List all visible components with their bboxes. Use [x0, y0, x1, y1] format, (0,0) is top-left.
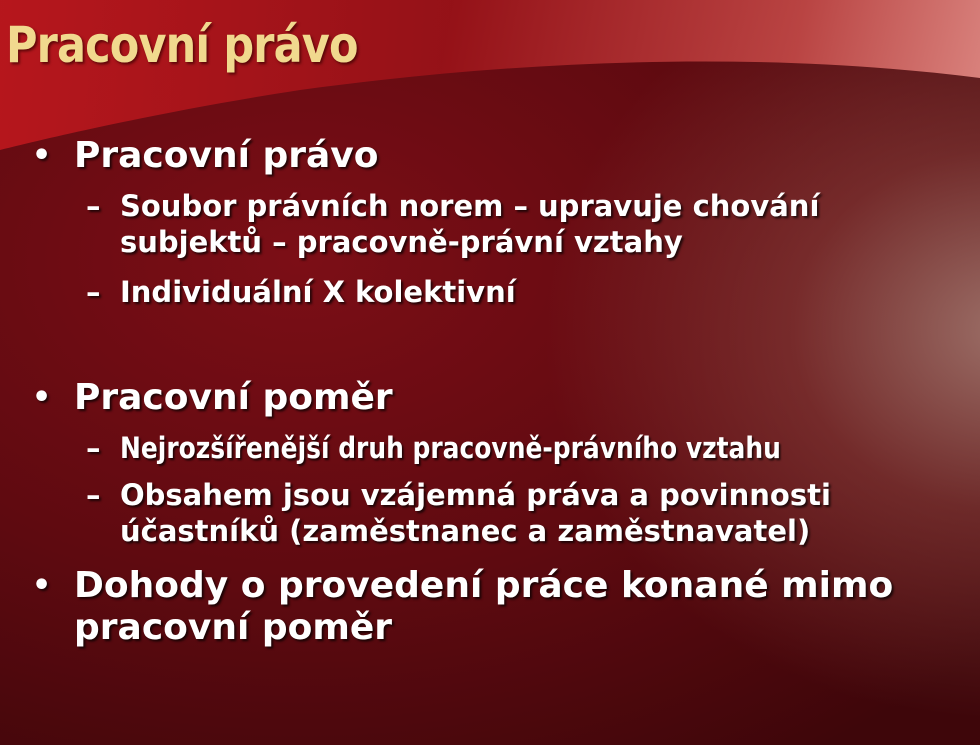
bullet-text: Pracovní právo [74, 135, 379, 176]
dash-icon: – [86, 275, 101, 309]
sub-item-individualni [86, 274, 920, 310]
bullet-icon: • [32, 380, 52, 415]
dash-icon: – [86, 189, 101, 223]
bullet-icon: • [32, 138, 52, 173]
slide-title: Pracovní právo [6, 16, 358, 74]
bullet-text: Dohody o provedení práce konané mimo pracovní poměr [74, 565, 894, 648]
sub-item-soubor [86, 188, 920, 260]
sub-item-text: Individuální X kolektivní [120, 275, 516, 309]
sub-item-obsahem [86, 477, 920, 549]
sub-item-text: Soubor právních norem – upravuje chování subjektů – pracovně-právní vztahy [120, 189, 820, 259]
dash-icon: – [86, 431, 101, 465]
bullet-item-pracovni-pomer [32, 377, 954, 419]
bullet-text: Pracovní poměr [74, 377, 393, 418]
dash-icon: – [86, 478, 101, 512]
bullet-icon: • [32, 568, 52, 603]
sub-item-text: Nejrozšířenější druh pracovně-právního vztahu [120, 431, 781, 465]
sub-item-nejrozsirenejsi [86, 430, 980, 466]
bullet-item-dohody [32, 565, 944, 649]
bullet-item-pracovni-pravo [32, 135, 954, 177]
sub-item-text: Obsahem jsou vzájemná práva a povinnosti účastníků (zaměstnanec a zaměstnavatel) [120, 478, 831, 548]
